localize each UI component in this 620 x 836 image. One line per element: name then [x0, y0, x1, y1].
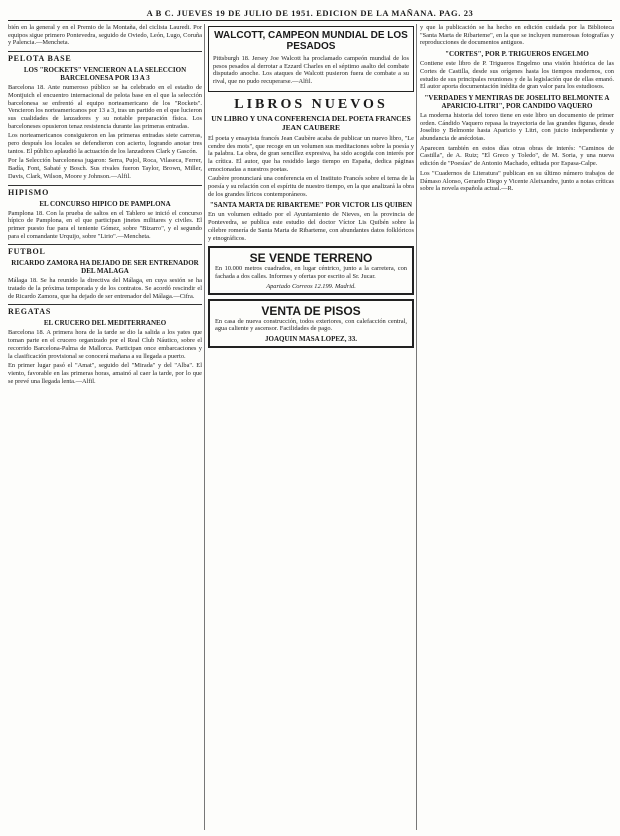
column-middle [208, 24, 414, 830]
article-text: El poeta y ensayista francés Jean Caubère acaba de publicar un nuevo libro, "Le cendre des mots", que recoge en un volumen sus meditaciones sobre la poesía y la palabra. La obra, de gran sencillez expresiva, ha sido acogida con interés por la crítica. El autor, que ha residido largo tiempo en España, dedica páginas emocionadas a nuestros poetas. [208, 134, 414, 173]
section-heading: REGATAS [8, 304, 202, 316]
headline: LOS "ROCKETS" VENCIERON A LA SELECCION BARCELONESA POR 13 A 3 [23, 66, 187, 83]
article-text: Los norteamericanos consiguieron en las primeras entradas siete carreras, pero después los locales se defendieron con acierto, logrando anotar tres tantos. El público aplaudió la actuación de los lanzadores Clark y Gascón. [8, 132, 202, 155]
ad-headline: SE VENDE TERRENO [249, 251, 373, 266]
article-text: Pamplona 18. Con la prueba de saltos en el Tablero se inició el concurso hípico de Pamplona, en el que participan jinetes militares y civiles. El primer puesto fue para el teniente Gómez, sobre "Bizarro", y el segundo para el comandante Urquijo, sobre "Lirio".—Mencheta. [8, 209, 202, 240]
article-text: Contiene este libro de P. Trigueros Engelmo una visión histórica de las Cortes de Castilla, desde sus orígenes hasta los tiempos modernos, con estudio de sus principales reuniones y de la legislación que de ellas emanó. El autor aporta documentación inédita de gran valor para los estudiosos. [420, 60, 614, 91]
article-text: Barcelona 18. A primera hora de la tarde se dio la salida a los yates que toman parte en el crucero organizado por el Real Club Náutico, sobre el recorrido Barcelona-Palma de Mallorca. Participan once embarcaciones y la clasificación provisional se conocerá mañana a su llegada a puerto. [8, 329, 202, 360]
column-rule [416, 24, 417, 830]
ad-footer: JOAQUIN MASA LOPEZ, 33. [265, 335, 357, 344]
article-text: Málaga 18. Se ha reunido la directiva del Málaga, en cuya sesión se ha tratado de la próxima temporada y de los contratos. Se acordó rescindir el de Ricardo Zamora, que ha dejado de ser entrenador del Málaga.—Cifra. [8, 277, 202, 300]
article-text: En un volumen editado por el Ayuntamiento de Nieves, en la provincia de Pontevedra, se publica este estudio del doctor Víctor Lis Quibén sobre la célebre romería de Santa Marta de Ribarteme, con abundantes datos folklóricos y etnográficos. [208, 211, 414, 242]
section-heading: PELOTA BASE [8, 51, 202, 63]
article-text: Barcelona 18. Ante numeroso público se ha celebrado en el estadio de Montjuich el encuentro internacional de pelota base en el que la selección barcelonesa se enfrentó al equipo norteamericano de los "Rockets". Vencieron los norteamericanos por 13 a 3, tras un partido en el que lucieron sus cualidades de lanzadores y su notable preparación física. Los barceloneses opusieron tenaz resistencia durante las primeras entradas. [8, 84, 202, 130]
boxed-headline: WALCOTT, CAMPEON MUNDIAL DE LOS PESADOS [214, 30, 408, 52]
article-text: En primer lugar pasó el "Amat", seguido del "Mirada" y del "Alba". El viento, favorable en las primeras horas, amainó al caer la tarde, por lo que se prevé una llegada lenta.—Alfil. [8, 362, 202, 385]
article-text: Por la Selección barcelonesa jugaron: Serra, Pujol, Roca, Vilaseca, Ferrer, Badía, Font, Sabaté y Bosch. Sus rivales fueron Taylor, Brown, Miller, Davis, Clark, Wilson, Moore y Johnson.—Alfil. [8, 157, 202, 180]
headline: UN LIBRO Y UNA CONFERENCIA DEL POETA FRANCES JEAN CAUBERE [211, 113, 411, 132]
ad-text: En 10.000 metros cuadrados, en lugar céntrico, junto a la carretera, con fachada a dos calles. Informes y ofertas por escrito al Sr. Jucar. [215, 265, 407, 280]
article-text: Pittsburgh 18. Jersey Joe Walcott ha proclamado campeón mundial de los pesos pesados al derrotar a Ezzard Charles en el séptimo asalto del combate disputado anoche. Los ataques de Walcott pusieron fuera de combate a su rival, que no pudo recuperarse.—Alfil. [213, 55, 409, 86]
headline: EL CONCURSO HIPICO DE PAMPLONA [39, 199, 171, 208]
article-text: Los "Cuadernos de Literatura" publican en su último número trabajos de Dámaso Alonso, Gerardo Diego y Vicente Aleixandre, junto a notas críticas sobre la novela española actual.—R. [420, 169, 614, 193]
boxed-news [208, 26, 414, 92]
headline: "VERDADES Y MENTIRAS DE JOSELITO BELMONTE A APARICIO-LITRI", POR CANDIDO VAQUERO [424, 93, 610, 110]
column-rule [204, 24, 205, 830]
ad-text: En casa de nueva construcción, todos exteriores, con calefacción central, agua caliente y ascensor. Facilidades de pago. [215, 317, 407, 333]
page-header: A B C. JUEVES 19 DE JULIO DE 1951. EDICION DE LA MAÑANA. PAG. 23 [8, 6, 612, 21]
headline: "SANTA MARTA DE RIBARTEME" POR VICTOR LIS QUIBEN [209, 201, 413, 210]
column-left [8, 24, 202, 830]
article-text: y que la publicación se ha hecho en edición cuidada por la Biblioteca "Santa Marta de Ribarteme", en la que se incluyen numerosas fotografías y reproducciones de documentos antiguos. [420, 24, 614, 47]
classified-ad [208, 299, 414, 348]
column-right [420, 24, 614, 830]
ad-headline: VENTA DE PISOS [261, 303, 361, 318]
section-heading: HIPISMO [8, 185, 202, 197]
headline: RICARDO ZAMORA HA DEJADO DE SER ENTRENADOR DEL MALAGA [11, 259, 199, 276]
section-title: LIBROS NUEVOS [234, 96, 388, 112]
article-text: La moderna historia del toreo tiene en este libro un documento de primer orden. Cándido Vaquero repasa la trayectoria de las grandes figuras, desde Joselito y Belmonte hasta Aparicio y Litri, con juicio independiente y abundancia de anécdotas. [420, 111, 614, 143]
article-text: Caubère pronunciará una conferencia en el Instituto Francés sobre el tema de la poesía y su relación con el espíritu de nuestro tiempo, en la que analizará la obra de los grandes líricos contemporáneos. [208, 175, 414, 198]
ad-footer: Apartado Correos 12.199. Madrid. [266, 282, 356, 290]
classified-ad [208, 246, 414, 294]
section-heading: FUTBOL [8, 244, 202, 256]
headline: EL CRUCERO DEL MEDITERRANEO [43, 319, 167, 328]
article-text: bién en la general y en el Premio de la Montaña, del ciclista Lauredi. Por equipos sigue primero Pontevedra, seguido de Oviedo, León, Lugo, Coruña y Palencia.—Mencheta. [8, 24, 202, 47]
headline: "CORTES", POR P. TRIGUEROS ENGELMO [445, 50, 589, 59]
article-text: Aparecen también en estos días otras obras de interés: "Caminos de Castilla", de A. Ruiz; "El Greco y Toledo", de M. Soria, y una nueva edición de "Poesías" de Antonio Machado, editada por Espasa-Calpe. [420, 144, 614, 168]
